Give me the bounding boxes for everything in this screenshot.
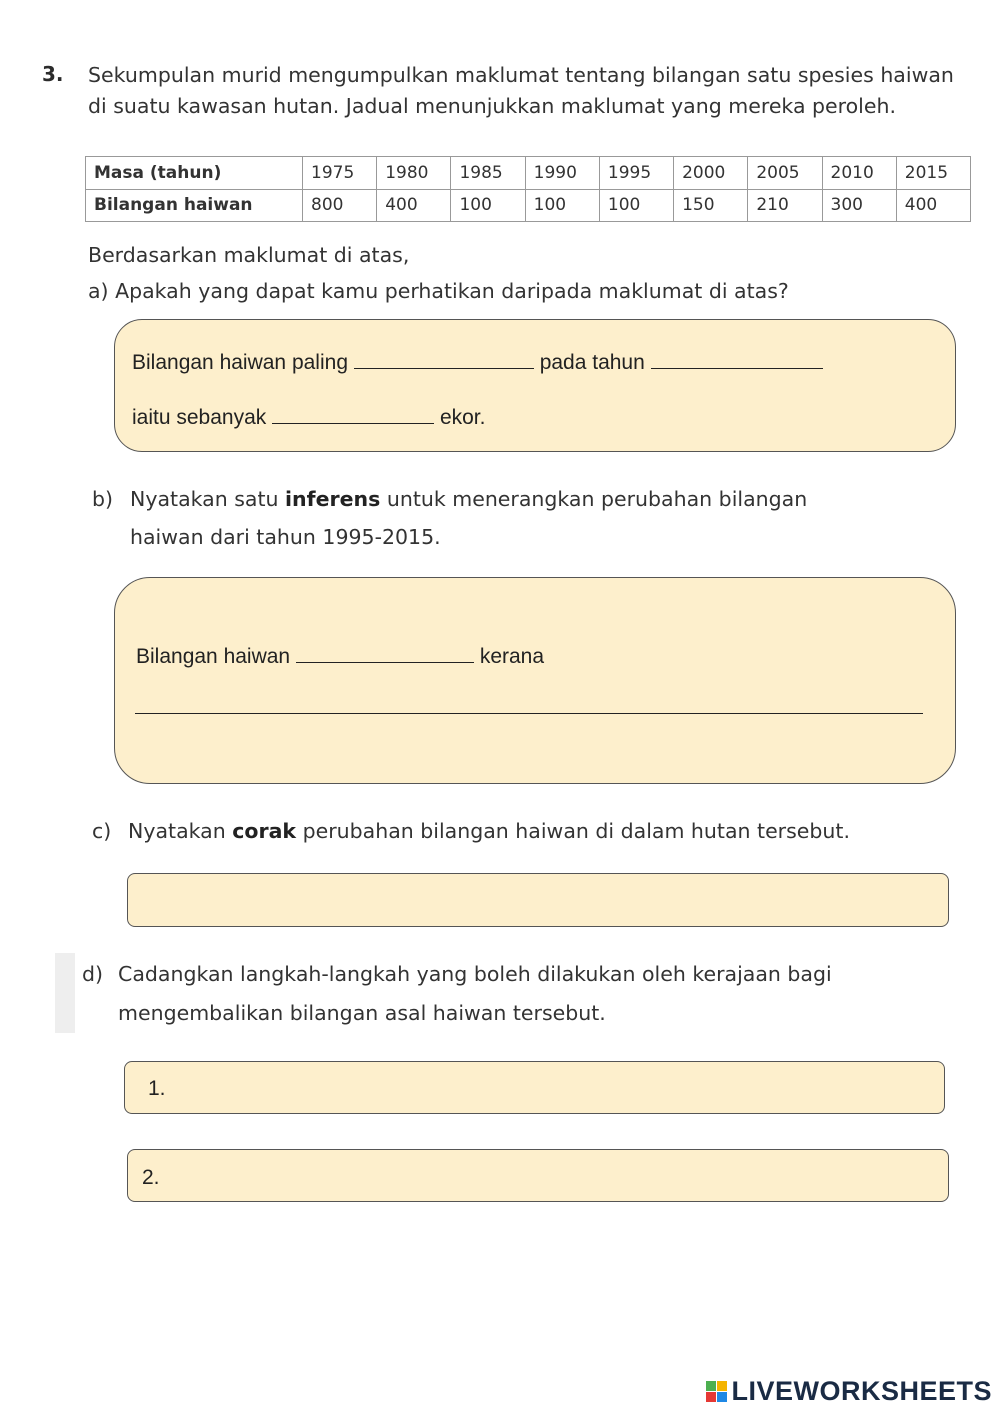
question-intro: Sekumpulan murid mengumpulkan maklumat tentang bilangan satu spesies haiwan di suatu kawasan hutan. Jadual menunjukkan maklumat yang mereka peroleh. — [88, 63, 954, 118]
part-a-line2 — [132, 401, 485, 430]
part-b-keyword: inferens — [285, 487, 381, 511]
part-c-keyword: corak — [232, 819, 297, 843]
table-cell-year: 2015 — [896, 157, 970, 190]
part-a-question: a) Apakah yang dapat kamu perhatikan daripada maklumat di atas? — [88, 279, 789, 303]
table-header-counts: Bilangan haiwan — [86, 189, 303, 222]
lead-text: Berdasarkan maklumat di atas, — [88, 243, 410, 267]
part-b-question-line1 — [130, 480, 807, 518]
part-d-answer-box-1[interactable] — [124, 1061, 945, 1114]
table-cell-year: 1975 — [303, 157, 377, 190]
question-number: 3. — [42, 62, 64, 86]
part-b-blank-change[interactable] — [296, 640, 474, 663]
logo-tile — [706, 1381, 716, 1391]
table-cell-year: 1985 — [451, 157, 525, 190]
part-c-label: c) — [92, 819, 112, 843]
data-table — [85, 156, 971, 222]
part-b-line1 — [136, 640, 544, 669]
part-c-text: perubahan bilangan haiwan di dalam hutan tersebut. — [302, 819, 850, 843]
part-b-question-line2: haiwan dari tahun 1995-2015. — [130, 525, 441, 549]
part-a-line1 — [132, 346, 823, 375]
liveworksheets-logo — [706, 1376, 992, 1407]
table-header-years: Masa (tahun) — [86, 157, 303, 190]
part-b-label: b) — [92, 487, 114, 511]
logo-text: LIVEWORKSHEETS — [731, 1376, 992, 1406]
part-b-text: kerana — [479, 645, 545, 668]
logo-tile — [717, 1381, 727, 1391]
table-cell-count: 150 — [674, 189, 748, 222]
part-d-item-number: 2. — [142, 1166, 160, 1189]
part-d-question-line2: mengembalikan bilangan asal haiwan tersebut. — [118, 1001, 606, 1025]
part-a-text: ekor. — [439, 406, 486, 429]
table-cell-count: 210 — [748, 189, 822, 222]
part-b-text: untuk menerangkan perubahan bilangan — [386, 487, 808, 511]
margin-shade — [55, 953, 75, 1033]
part-d-item-number: 1. — [148, 1077, 166, 1100]
table-cell-count: 300 — [822, 189, 896, 222]
table-cell-year: 1980 — [377, 157, 451, 190]
part-a-blank-trend[interactable] — [354, 346, 534, 369]
part-b-answer-box — [114, 577, 956, 784]
part-d-question-line1: Cadangkan langkah-langkah yang boleh dilakukan oleh kerajaan bagi — [118, 962, 832, 986]
table-cell-year: 1990 — [525, 157, 599, 190]
part-c-text: Nyatakan — [128, 819, 226, 843]
part-b-text: Nyatakan satu — [130, 487, 279, 511]
part-a-text: pada tahun — [539, 351, 645, 374]
part-b-text: Bilangan haiwan — [136, 645, 291, 668]
part-c-question — [128, 812, 850, 850]
logo-tile — [717, 1392, 727, 1402]
table-cell-count: 400 — [896, 189, 970, 222]
table-row-years — [86, 157, 971, 190]
part-b-blank-reason[interactable] — [135, 691, 923, 714]
part-a-blank-year[interactable] — [651, 346, 823, 369]
table-cell-year: 2000 — [674, 157, 748, 190]
part-d-answer-box-2[interactable] — [127, 1149, 949, 1202]
liveworksheets-logo-icon — [706, 1381, 727, 1402]
part-a-blank-count[interactable] — [272, 401, 434, 424]
table-cell-count: 100 — [525, 189, 599, 222]
table-cell-year: 2005 — [748, 157, 822, 190]
table-cell-count: 400 — [377, 189, 451, 222]
table-cell-count: 100 — [451, 189, 525, 222]
table-row-counts — [86, 189, 971, 222]
table-cell-year: 1995 — [599, 157, 673, 190]
logo-tile — [706, 1392, 716, 1402]
table-cell-count: 800 — [303, 189, 377, 222]
part-a-text: Bilangan haiwan paling — [132, 351, 348, 374]
table-cell-count: 100 — [599, 189, 673, 222]
part-d-label: d) — [82, 962, 104, 986]
part-a-answer-box — [114, 319, 956, 452]
table-cell-year: 2010 — [822, 157, 896, 190]
part-c-answer-box[interactable] — [127, 873, 949, 927]
part-a-text: iaitu sebanyak — [132, 406, 267, 429]
